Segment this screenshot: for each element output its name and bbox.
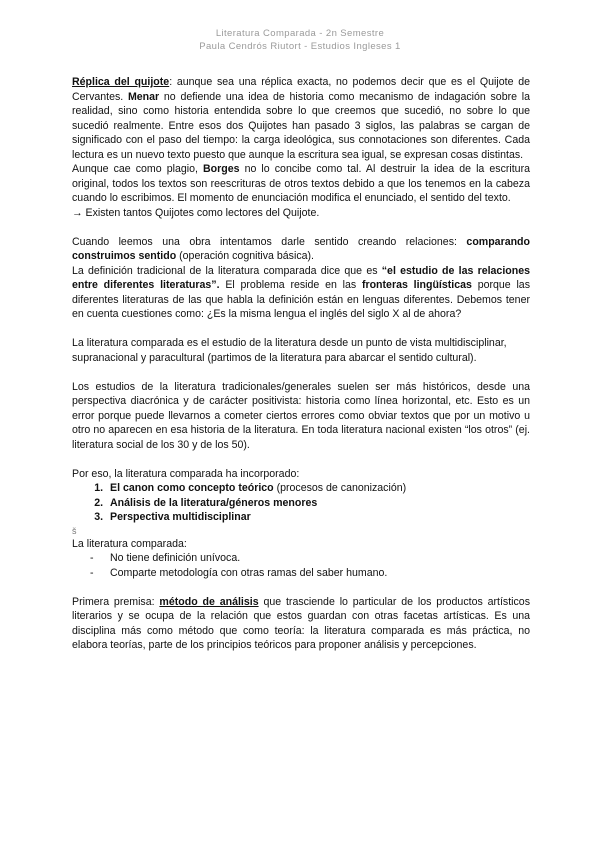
list-item: [106, 510, 530, 525]
paragraph-text: La definición tradicional de la literatura comparada dice que es: [72, 264, 382, 277]
list-item-detail: (procesos de canonización): [273, 482, 407, 494]
paragraph-text: El problema reside en las: [219, 279, 362, 291]
list-item-title: Análisis de la literatura/géneros menores: [110, 496, 318, 509]
emphasis-fronteras: fronteras lingüísticas: [361, 279, 472, 291]
header-course-title: Literatura Comparada - 2n Semestre: [215, 28, 385, 39]
name-borges: Borges: [203, 163, 240, 175]
paragraph-text: porque las diferentes literaturas de las que habla la definición están en lenguas diferentes. Debemos tener en cuenta cuestiones como: ¿Es la misma lengua el inglés del siglo X al de ahora?: [72, 279, 530, 320]
list-item: [106, 481, 530, 496]
list-item: - Comparte metodología con otras ramas del saber humano.: [90, 566, 530, 581]
stray-marker: š: [72, 525, 77, 536]
paragraph-literatura-comparada: La literatura comparada:: [72, 537, 187, 550]
paragraph-text: : aunque sea una réplica exacta, no podemos decir que es el Quijote de Cervantes.: [72, 76, 530, 103]
characteristics-list: [72, 551, 530, 580]
name-menar: Menar: [127, 90, 160, 103]
paragraph-text: Cuando leemos una obra intentamos darle sentido creando relaciones:: [72, 235, 467, 248]
paragraph-text: Primera premisa:: [72, 595, 160, 608]
arrow-conclusion: → Existen tantos Quijotes como lectores del Quijote.: [72, 206, 320, 219]
emphasis-definicion: “el estudio de las relaciones entre diferentes literaturas”.: [72, 264, 530, 291]
header-author-line: Paula Cendrós Riutort - Estudios Ingleses 1: [199, 41, 401, 52]
paragraph-borges: [72, 162, 530, 206]
page-header: [0, 27, 600, 53]
paragraph-text: (operación cognitiva básica).: [176, 250, 314, 262]
document-body: [72, 75, 530, 653]
paragraph-comparando: [72, 235, 530, 264]
list-item-title: El canon como concepto teórico: [110, 482, 274, 494]
paragraph-replica-quijote: [72, 75, 530, 162]
paragraph-primera-premisa: [72, 595, 530, 653]
list-item: - No tiene definición unívoca.: [90, 551, 530, 566]
list-item: [106, 496, 530, 511]
term-replica-quijote: Réplica del quijote: [72, 76, 170, 88]
paragraph-text: Aunque cae como plagio,: [72, 163, 204, 175]
paragraph-text: no lo concibe como tal. Al destruir la idea de la escritura original, todos los textos son reescrituras de otros textos debido a que los tenemos en la cabeza cuando lo escribimos. El momento de enunciación modifica el enunciado, el sentido del texto.: [72, 163, 530, 204]
incorporations-list: [72, 481, 530, 525]
paragraph-definicion: [72, 264, 530, 322]
paragraph-incorporado: Por eso, la literatura comparada ha incorporado:: [72, 467, 300, 480]
paragraph-text: no defiende una idea de historia como mecanismo de indagación sobre la realidad, sino como historia entendida sobre lo que creemos que sucedió, no sobre lo que sucedió realmente. Entre esos dos Quijotes han pasado 3 siglos, las palabras se cargan de significado con el paso del tiempo: la carga ideológica, sus connotaciones son diferentes. Cada lectura es un nuevo texto puesto que aunque la escritura sea igual, se expresan cosas distintas.: [72, 90, 530, 161]
paragraph-estudios-tradicionales: Los estudios de la literatura tradicionales/generales suelen ser más históricos, desde una perspectiva diacrónica y de carácter positivista: historia como línea horizontal, etc. Esto es un error porque puede llevarnos a cometer ciertos errores como obviar textos que por un motivo u otro no aparecen en esa historia de la literatura. En toda literatura nacional existen “los otros” (ej. literatura social de los 30 y de los 50).: [72, 380, 530, 451]
paragraph-text: que trasciende lo particular de los productos artísticos literarios y se ocupa de la relación que estos guardan con otras facetas artísticas. Es una disciplina más como método que como teoría: la literatura comparada es más práctica, no elabora teorías, parte de los principios teóricos para proponer análisis y percepciones.: [72, 595, 530, 651]
list-item-title: Perspectiva multidisciplinar: [110, 511, 251, 523]
emphasis-comparando: comparando construimos sentido: [72, 235, 530, 262]
term-metodo-analisis: método de análisis: [159, 595, 259, 608]
paragraph-multidisciplinar: La literatura comparada es el estudio de la literatura desde un punto de vista multidisciplinar, supranacional y paracultural (partimos de la literatura para abarcar el sentido cultural).: [72, 337, 507, 364]
